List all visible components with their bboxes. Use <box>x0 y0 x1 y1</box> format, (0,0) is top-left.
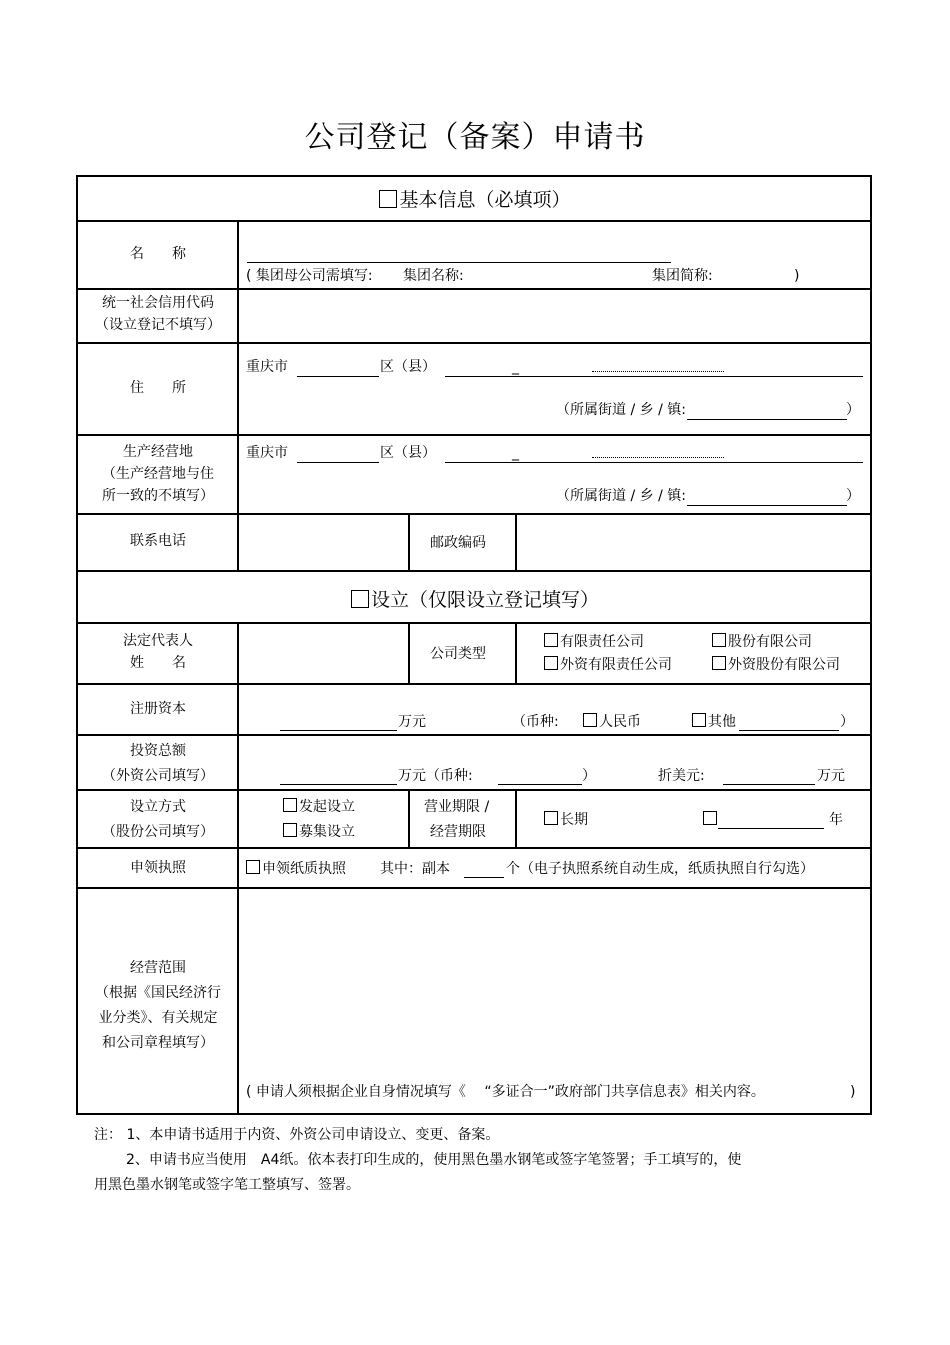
row-line <box>76 789 872 791</box>
term-years-line[interactable] <box>718 828 824 829</box>
row-line <box>76 734 872 736</box>
method-line2: （股份公司填写） <box>102 824 214 840</box>
term-long-option[interactable] <box>544 811 588 829</box>
business-city: 重庆市 <box>246 445 288 461</box>
address-dotted-line <box>592 371 724 372</box>
row-line <box>76 434 872 436</box>
type-option-label: 股份有限公司 <box>728 634 812 650</box>
basic-info-header <box>78 185 872 212</box>
address-district-line[interactable] <box>297 376 379 377</box>
investment-line1: 投资总额 <box>130 743 186 759</box>
address-detail-line[interactable] <box>445 376 863 377</box>
other-label: 其他 <box>708 714 736 730</box>
cell-divider <box>408 622 410 683</box>
address-city: 重庆市 <box>246 359 288 375</box>
usd-amount-line[interactable] <box>723 784 815 785</box>
address-label: 住 所 <box>130 380 186 396</box>
license-copies-label: 其中：副本 <box>380 861 450 877</box>
years-checkbox[interactable] <box>703 811 717 825</box>
credit-code-label <box>78 292 238 336</box>
cell-divider <box>408 513 410 570</box>
phone-field[interactable] <box>240 515 406 568</box>
method-line1: 设立方式 <box>130 799 186 815</box>
type-option-label: 外资股份有限公司 <box>728 657 840 673</box>
scope-line1: 经营范围 <box>130 960 186 976</box>
setup-header-text: 设立（仅限设立登记填写） <box>370 589 599 611</box>
currency-other-line[interactable] <box>739 730 839 731</box>
row-line <box>76 847 872 849</box>
license-paper-option[interactable] <box>246 860 346 878</box>
method-option-subscription[interactable] <box>283 823 355 841</box>
cell-divider <box>515 789 517 847</box>
business-street-note: （所属街道 / 乡 / 镇: <box>556 488 686 504</box>
type-checkbox[interactable] <box>544 656 558 670</box>
business-district-line[interactable] <box>297 462 379 463</box>
investment-close: ） <box>582 768 596 784</box>
credit-code-label-line2: （设立登记不填写） <box>95 317 221 333</box>
scope-line4: 和公司章程填写） <box>102 1035 214 1051</box>
note-line-1: 注： 1、本申请书适用于内资、外资公司申请设立、变更、备案。 <box>94 1127 500 1143</box>
method-option-label: 募集设立 <box>299 824 355 840</box>
cell-divider <box>408 789 410 847</box>
business-dotted-line <box>592 457 724 458</box>
scope-field[interactable] <box>240 889 868 1074</box>
investment-currency-label: 万元（币种: <box>398 768 473 784</box>
address-dash: _ <box>512 359 519 375</box>
group-name-label: 集团名称: <box>403 268 464 284</box>
usd-label: 折美元: <box>658 768 705 784</box>
business-label-line2: （生产经营地与住 <box>102 466 214 482</box>
business-district: 区（县） <box>380 445 436 461</box>
credit-code-field[interactable] <box>240 290 868 340</box>
investment-line2: （外资公司填写） <box>102 768 214 784</box>
postal-field[interactable] <box>518 515 868 568</box>
legal-rep-field[interactable] <box>240 624 406 681</box>
long-term-label: 长期 <box>560 812 588 828</box>
currency-rmb-option[interactable] <box>583 713 641 731</box>
basic-info-checkbox[interactable] <box>379 190 397 208</box>
rmb-label: 人民币 <box>599 714 641 730</box>
row-line <box>76 1113 872 1115</box>
license-checkbox[interactable] <box>246 860 260 874</box>
type-checkbox[interactable] <box>712 656 726 670</box>
row-line <box>76 342 872 344</box>
row-line <box>76 683 872 685</box>
method-checkbox[interactable] <box>283 798 297 812</box>
rmb-checkbox[interactable] <box>583 713 597 727</box>
other-checkbox[interactable] <box>692 713 706 727</box>
method-label <box>78 796 238 843</box>
business-street-line[interactable] <box>687 505 847 506</box>
company-type-label: 公司类型 <box>430 646 486 662</box>
type-checkbox[interactable] <box>712 633 726 647</box>
investment-amount-line[interactable] <box>280 784 397 785</box>
note-line-3: 用黑色墨水钢笔或签字笔工整填写、签署。 <box>94 1177 360 1193</box>
address-street-note: （所属街道 / 乡 / 镇: <box>556 402 686 418</box>
capital-currency-label: （币种: <box>512 714 559 730</box>
legal-rep-label <box>78 630 238 674</box>
credit-code-label-line1: 统一社会信用代码 <box>102 295 214 311</box>
scope-line3: 业分类》、有关规定 <box>98 1010 218 1026</box>
type-option-foreign-llc[interactable] <box>544 656 672 674</box>
capital-amount-line[interactable] <box>280 730 397 731</box>
name-input-line[interactable] <box>247 262 671 263</box>
postal-label: 邮政编码 <box>430 535 486 551</box>
legal-rep-line1: 法定代表人 <box>123 633 193 649</box>
address-street-close: ） <box>846 402 860 418</box>
legal-rep-line2: 姓 名 <box>130 655 186 671</box>
row-line <box>76 622 872 624</box>
row-line <box>76 175 872 177</box>
scope-line2: （根据《国民经济行 <box>95 985 221 1001</box>
business-dash: _ <box>512 445 519 461</box>
term-label-line1: 营业期限 / <box>424 799 490 815</box>
term-years-option[interactable] <box>703 811 719 829</box>
basic-info-header-text: 基本信息（必填项） <box>399 189 571 211</box>
setup-checkbox[interactable] <box>351 590 369 608</box>
cell-divider <box>515 622 517 683</box>
scope-label <box>78 956 238 1056</box>
business-detail-line[interactable] <box>445 462 863 463</box>
capital-unit: 万元 <box>398 714 426 730</box>
type-checkbox[interactable] <box>544 633 558 647</box>
scope-note-close: ) <box>850 1084 856 1100</box>
note-line-2: 2、申请书应当使用 A4纸。依本表打印生成的，使用黑色墨水钢笔或签字笔签署；手工填写的，使 <box>126 1152 742 1168</box>
type-option-llc[interactable] <box>544 633 644 651</box>
group-short-label: 集团简称: <box>652 268 713 284</box>
page-title: 公司登记（备案）申请书 <box>304 120 646 155</box>
license-label: 申领执照 <box>130 860 186 876</box>
method-checkbox[interactable] <box>283 823 297 837</box>
currency-other-option[interactable] <box>692 713 736 731</box>
table-border-right <box>870 175 872 1115</box>
business-location-label <box>78 441 238 507</box>
investment-label <box>78 740 238 787</box>
business-street-close: ） <box>846 488 860 504</box>
method-option-label: 发起设立 <box>299 799 355 815</box>
row-line <box>76 220 872 222</box>
name-label: 名 称 <box>130 246 186 262</box>
cell-divider <box>515 513 517 570</box>
group-note-close: ) <box>794 268 800 284</box>
setup-header <box>78 585 872 612</box>
usd-unit: 万元 <box>817 768 845 784</box>
capital-close: ） <box>840 714 854 730</box>
type-option-foreign-joint-stock[interactable] <box>712 656 840 674</box>
scope-note: ( 申请人须根据企业自身情况填写《 “多证合一”政府部门共享信息表》相关内容。 <box>246 1084 765 1100</box>
address-district: 区（县） <box>380 359 436 375</box>
capital-label: 注册资本 <box>130 701 186 717</box>
phone-label: 联系电话 <box>130 533 186 549</box>
address-street-line[interactable] <box>687 419 847 420</box>
group-note: ( 集团母公司需填写: <box>246 268 373 284</box>
business-label-line3: 所一致的不填写） <box>102 488 214 504</box>
term-label-line2: 经营期限 <box>430 824 486 840</box>
investment-currency-line[interactable] <box>498 784 582 785</box>
long-term-checkbox[interactable] <box>544 811 558 825</box>
license-copies-line[interactable] <box>464 877 504 878</box>
type-option-label: 有限责任公司 <box>560 634 644 650</box>
method-option-promotion[interactable] <box>283 798 355 816</box>
type-option-label: 外资有限责任公司 <box>560 657 672 673</box>
term-years-unit: 年 <box>829 812 843 828</box>
type-option-joint-stock[interactable] <box>712 633 812 651</box>
row-line <box>76 570 872 572</box>
business-label-line1: 生产经营地 <box>123 444 193 460</box>
license-copies-note: 个（电子执照系统自动生成，纸质执照自行勾选） <box>506 861 814 877</box>
license-paper-label: 申领纸质执照 <box>262 861 346 877</box>
